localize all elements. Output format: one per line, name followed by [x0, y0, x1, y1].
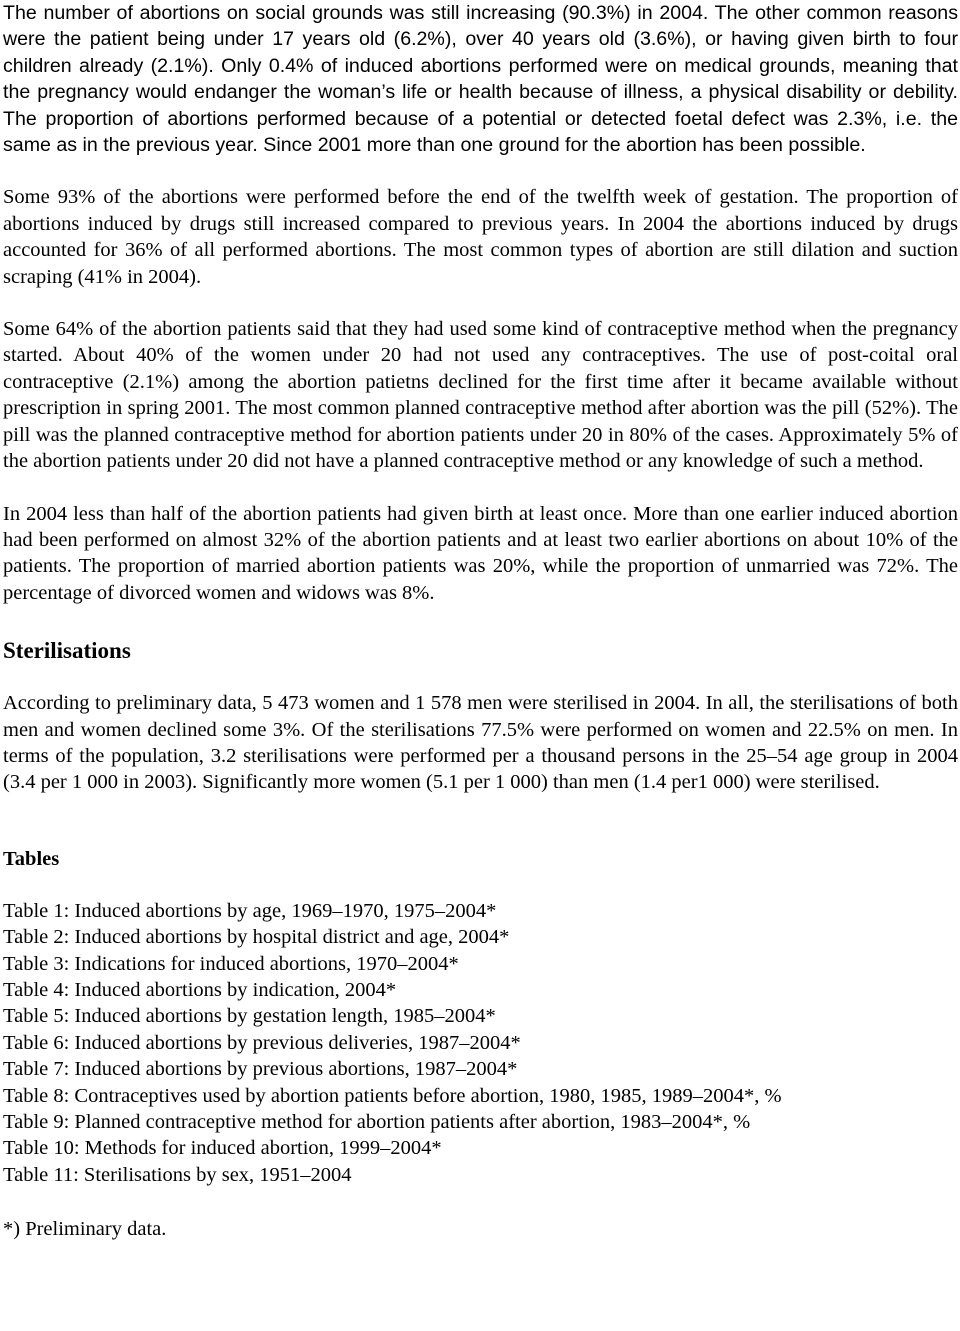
- table-list-item: Table 11: Sterilisations by sex, 1951–2004: [3, 1163, 352, 1186]
- table-list-item: Table 4: Induced abortions by indication, 2004*: [3, 978, 397, 1001]
- contraception-paragraph: Some 64% of the abortion patients said that they had used some kind of contraceptive method when the pregnancy started. About 40% of the women under 20 had not used any contraceptives. The use of post-coital oral contraceptive (2.1%) among the abortion patietns declined for the first time after it became available without prescription in spring 2001. The most common planned contraceptive method after abortion was the pill (52%). The pill was the planned contraceptive method for abortion patients under 20 in 80% of the cases. Approximately 5% of the abortion patients under 20 did not have a planned contraceptive method or any knowledge of such a method.: [3, 318, 958, 473]
- table-list-item: Table 5: Induced abortions by gestation length, 1985–2004*: [3, 1005, 496, 1028]
- preliminary-data-footnote: *) Preliminary data.: [3, 1218, 167, 1241]
- table-list-item: Table 10: Methods for induced abortion, 1999–2004*: [3, 1137, 442, 1160]
- gestation-paragraph: Some 93% of the abortions were performed before the end of the twelfth week of gestation. The proportion of abortions induced by drugs still increased compared to previous years. In 2004 the abortions induced by drugs accounted for 36% of all performed abortions. The most common types of abortion are still dilation and suction scraping (41% in 2004).: [3, 186, 958, 288]
- table-list-item: Table 1: Induced abortions by age, 1969–1970, 1975–2004*: [3, 899, 497, 922]
- sterilisations-heading: Sterilisations: [3, 638, 131, 664]
- tables-list: [3, 898, 958, 1188]
- document-page: [3, 0, 958, 1242]
- tables-heading: Tables: [3, 847, 60, 870]
- table-list-item: Table 6: Induced abortions by previous deliveries, 1987–2004*: [3, 1031, 521, 1054]
- table-list-item: Table 2: Induced abortions by hospital district and age, 2004*: [3, 926, 510, 949]
- table-list-item: Table 3: Indications for induced abortions, 1970–2004*: [3, 952, 459, 975]
- abortion-grounds-paragraph: The number of abortions on social grounds was still increasing (90.3%) in 2004. The other common reasons were the patient being under 17 years old (6.2%), over 40 years old (3.6%), or having given birth to four children already (2.1%). Only 0.4% of induced abortions performed were on medical grounds, meaning that the pregnancy would endanger the woman’s life or health because of illness, a physical disability or debility. The proportion of abortions performed because of a potential or detected foetal defect was 2.3%, i.e. the same as in the previous year. Since 2001 more than one ground for the abortion has been possible.: [3, 2, 958, 157]
- sterilisations-paragraph: According to preliminary data, 5 473 women and 1 578 men were sterilised in 2004. In all, the sterilisations of both men and women declined some 3%. Of the sterilisations 77.5% were performed on women and 22.5% on men. In terms of the population, 3.2 sterilisations were performed per a thousand persons in the 25–54 age group in 2004 (3.4 per 1 000 in 2003). Significantly more women (5.1 per 1 000) than men (1.4 per1 000) were sterilised.: [3, 692, 958, 794]
- table-list-item: Table 7: Induced abortions by previous abortions, 1987–2004*: [3, 1058, 518, 1081]
- patient-background-paragraph: In 2004 less than half of the abortion patients had given birth at least once. More than one earlier induced abortion had been performed on almost 32% of the abortion patients and at least two earlier abortions on about 10% of the patients. The proportion of married abortion patients was 20%, while the proportion of unmarried was 72%. The percentage of divorced women and widows was 8%.: [3, 502, 958, 604]
- table-list-item: Table 8: Contraceptives used by abortion patients before abortion, 1980, 1985, 1989–2004*, %: [3, 1084, 782, 1107]
- table-list-item: Table 9: Planned contraceptive method for abortion patients after abortion, 1983–2004*, %: [3, 1111, 751, 1133]
